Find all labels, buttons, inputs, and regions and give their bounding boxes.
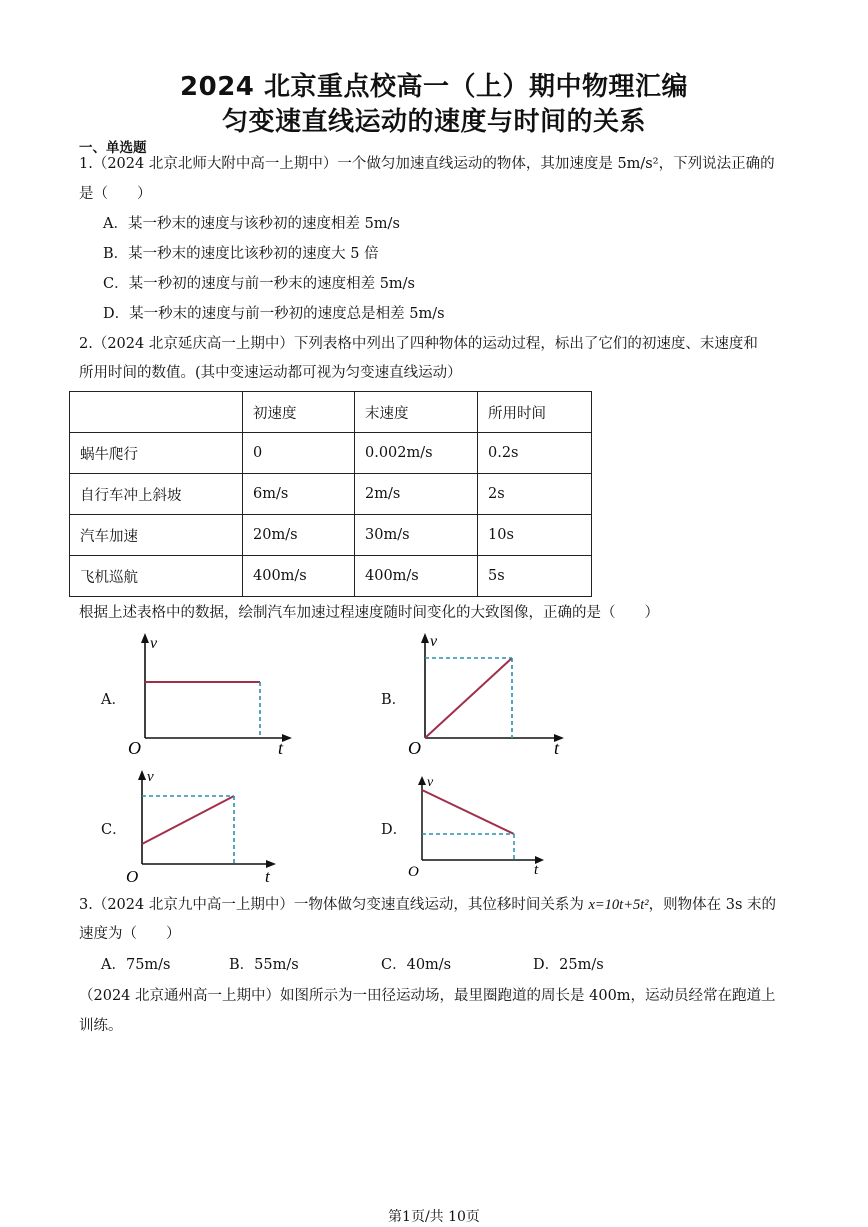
q3-option-b: B．55m/s	[229, 957, 299, 973]
table-cell: 400m/s	[243, 556, 355, 597]
q2-stem-line1: 2.（2024 北京延庆高一上期中）下列表格中列出了四种物体的运动过程，标出了它们的初速度、末速度和	[79, 336, 758, 352]
table-header-cell: 末速度	[355, 392, 478, 433]
origin-label: O	[408, 738, 421, 758]
v-axis-label: v	[427, 775, 434, 790]
table-cell: 飞机巡航	[70, 556, 243, 597]
table-cell: 400m/s	[355, 556, 478, 597]
table-cell: 0	[243, 433, 355, 474]
q4-stem-line2: 训练。	[79, 1018, 123, 1034]
section-heading: 一、单选题	[79, 140, 147, 156]
v-axis-label: v	[150, 635, 158, 652]
q3-stem-line1	[79, 895, 776, 915]
table-row	[70, 433, 592, 474]
table-cell: 自行车冲上斜坡	[70, 474, 243, 515]
vt-graph-c	[120, 764, 290, 888]
q3-option-c: C．40m/s	[381, 957, 452, 973]
t-axis-label: t	[278, 738, 284, 758]
v-axis-arrow-icon	[418, 776, 426, 785]
v-axis-label: v	[430, 633, 438, 650]
table-header-cell	[70, 392, 243, 433]
v-axis-arrow-icon	[138, 770, 146, 780]
velocity-line	[425, 658, 512, 738]
q3-option-a: A．75m/s	[101, 957, 171, 973]
table-header-cell: 初速度	[243, 392, 355, 433]
t-axis-arrow-icon	[282, 734, 292, 742]
q2-stem-line2: 所用时间的数值。(其中变速运动都可视为匀变速直线运动）	[79, 365, 462, 381]
q1-option-a: A．某一秒末的速度与该秒初的速度相差 5m/s	[103, 216, 400, 232]
graph-option-b-label: B．	[381, 692, 407, 708]
table-cell: 汽车加速	[70, 515, 243, 556]
document-title-line2: 匀变速直线运动的速度与时间的关系	[221, 107, 646, 137]
table-row	[70, 556, 592, 597]
origin-label: O	[128, 738, 141, 758]
table-cell: 10s	[478, 515, 592, 556]
q3-stem-prefix: 3.（2024 北京九中高一上期中）一物体做匀变速直线运动，其位移时间关系为	[79, 897, 589, 913]
q1-option-d: D．某一秒末的速度与前一秒初的速度总是相差 5m/s	[103, 306, 445, 322]
table-cell: 0.2s	[478, 433, 592, 474]
table-cell: 2m/s	[355, 474, 478, 515]
vt-graph-d	[400, 768, 560, 880]
table-cell: 5s	[478, 556, 592, 597]
q1-option-b: B．某一秒末的速度比该秒初的速度大 5 倍	[103, 246, 379, 262]
velocity-line	[142, 796, 234, 844]
graph-option-c-label: C．	[101, 822, 127, 838]
table-cell: 2s	[478, 474, 592, 515]
graph-option-a-label: A．	[101, 692, 126, 708]
vt-graph-b	[400, 630, 580, 760]
table-row	[70, 474, 592, 515]
q1-stem-line2: 是（ ）	[79, 186, 152, 202]
q4-stem-line1: （2024 北京通州高一上期中）如图所示为一田径运动场，最里圈跑道的周长是 400m，运动员经常在跑道上	[79, 988, 776, 1004]
velocity-line	[422, 790, 514, 834]
table-header-cell: 所用时间	[478, 392, 592, 433]
vt-graph-a	[120, 630, 300, 760]
v-axis-arrow-icon	[421, 633, 429, 643]
table-cell: 20m/s	[243, 515, 355, 556]
t-axis-label: t	[265, 867, 270, 886]
table-cell: 蜗牛爬行	[70, 433, 243, 474]
t-axis-label: t	[534, 862, 539, 878]
table-row	[70, 515, 592, 556]
v-axis-arrow-icon	[141, 633, 149, 643]
page-footer: 第1页/共 10页	[388, 1209, 480, 1225]
v-axis-label: v	[147, 769, 154, 785]
table-cell: 30m/s	[355, 515, 478, 556]
table-cell: 6m/s	[243, 474, 355, 515]
t-axis-label: t	[554, 738, 560, 758]
q1-option-c: C．某一秒初的速度与前一秒末的速度相差 5m/s	[103, 276, 416, 292]
q2-prompt: 根据上述表格中的数据，绘制汽车加速过程速度随时间变化的大致图像，正确的是（ ）	[79, 605, 659, 621]
origin-label: O	[408, 864, 419, 880]
q3-stem-suffix: ，则物体在 3s 末的	[648, 897, 777, 913]
q3-stem-line2: 速度为（ ）	[79, 926, 181, 942]
graph-option-d-label: D．	[381, 822, 408, 838]
q3-option-d: D．25m/s	[533, 957, 604, 973]
table-header-row	[70, 392, 592, 433]
document-title-line1: 2024 北京重点校高一（上）期中物理汇编	[180, 72, 688, 102]
q3-formula: x=10t+5t²	[588, 897, 649, 913]
q1-stem-line1: 1.（2024 北京北师大附中高一上期中）一个做匀加速直线运动的物体，其加速度是 5m/s²，下列说法正确的	[79, 156, 775, 172]
table-cell: 0.002m/s	[355, 433, 478, 474]
origin-label: O	[126, 867, 139, 886]
motion-data-table	[69, 391, 592, 597]
